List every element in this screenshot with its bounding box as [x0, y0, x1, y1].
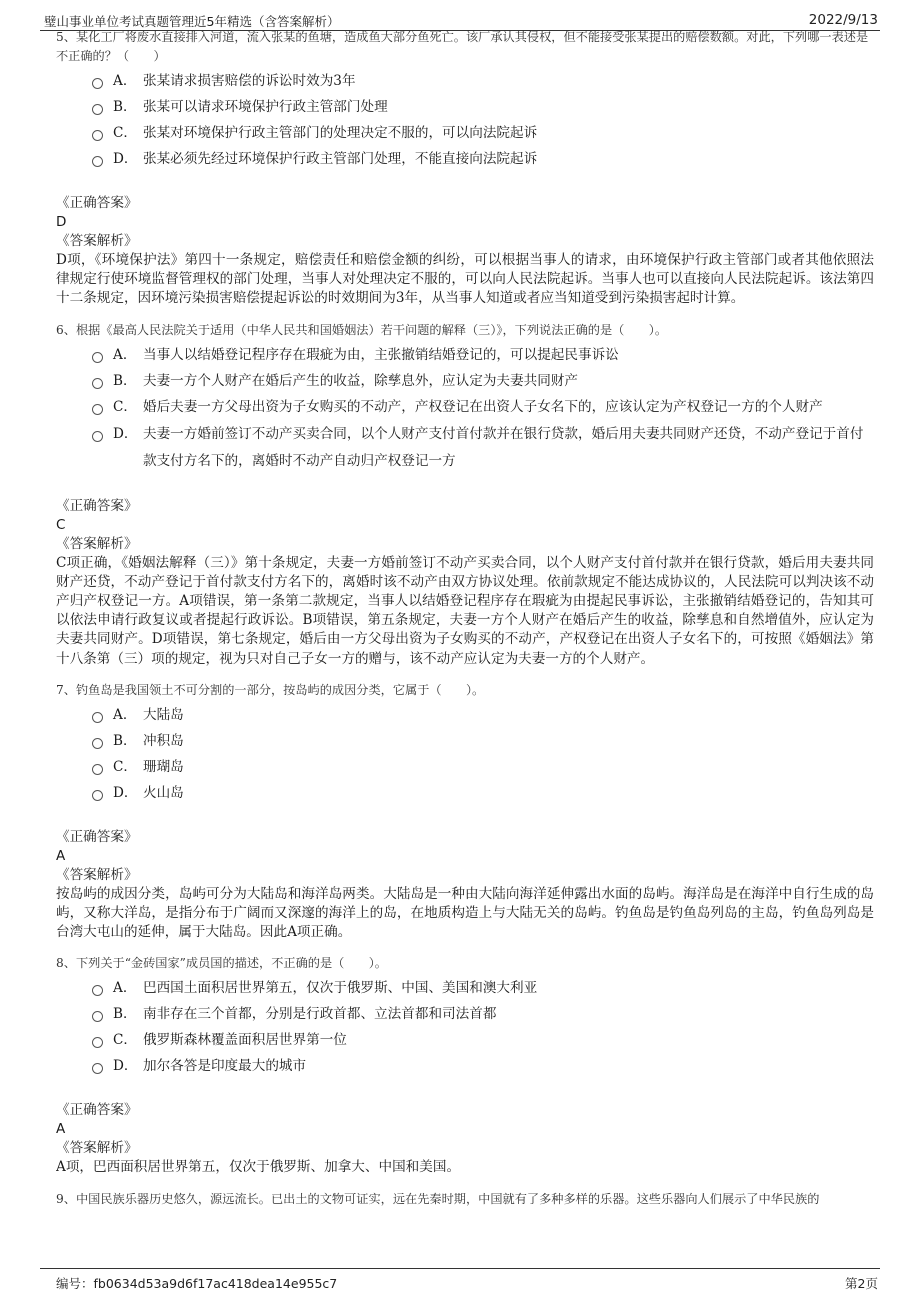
- option-b[interactable]: B． 张某可以请求环境保护行政主管部门处理: [92, 94, 874, 120]
- radio-button[interactable]: [92, 985, 103, 996]
- option-c[interactable]: C． 张某对环境保护行政主管部门的处理决定不服的，可以向法院起诉: [92, 120, 874, 146]
- radio-button[interactable]: [92, 712, 103, 723]
- answer-value: C: [56, 516, 66, 533]
- answer-block: [56, 497, 874, 669]
- answer-label: 《正确答案》: [56, 195, 138, 211]
- option-c[interactable]: C． 婚后夫妻一方父母出资为子女购买的不动产，产权登记在出资人子女名下的，应该认定为产权登记一方的个人财产: [92, 394, 874, 421]
- analysis-label: 《答案解析》: [56, 866, 138, 883]
- analysis-text: D项，《环境保护法》第四十一条规定，赔偿责任和赔偿金额的纠纷，可以根据当事人的请求，由环境保护行政主管部门或者其他依照法律规定行使环境监督管理权的部门处理，当事人对处理决定不服的，可以向人民法院起诉。当事人也可以直接向人民法院起诉。该法第四十二条规定，因环境污染损害赔偿提起诉讼的时效期间为3年，从当事人知道或者应当知道受到污染损害起时计算。: [56, 252, 874, 307]
- radio-button[interactable]: [92, 764, 103, 775]
- answer-block: [56, 828, 874, 943]
- radio-button[interactable]: [92, 352, 103, 363]
- analysis-label: 《答案解析》: [56, 535, 138, 552]
- radio-button[interactable]: [92, 378, 103, 389]
- question-7: [56, 681, 874, 943]
- option-list: [92, 975, 874, 1079]
- page-number: 第2页: [845, 1276, 878, 1291]
- radio-button[interactable]: [92, 1011, 103, 1022]
- option-d[interactable]: D． 夫妻一方婚前签订不动产买卖合同，以个人财产支付首付款并在银行贷款，婚后用夫妻共同财产还贷，不动产登记于首付款支付方名下的，离婚时不动产自动归产权登记一方: [92, 421, 874, 475]
- question-6: [56, 321, 874, 669]
- question-stem: 5、某化工厂将废水直接排入河道，流入张某的鱼塘，造成鱼大部分鱼死亡。该厂承认其侵权，但不能接受张某提出的赔偿数额。对此，下列哪一表述是不正确的？（ ）: [56, 30, 869, 63]
- document-body: [56, 30, 874, 1266]
- option-a[interactable]: A． 当事人以结婚登记程序存在瑕疵为由，主张撤销结婚登记的，可以提起民事诉讼: [92, 342, 874, 368]
- answer-block: [56, 194, 874, 309]
- analysis-text: A项，巴西面积居世界第五，仅次于俄罗斯、加拿大、中国和美国。: [56, 1159, 461, 1176]
- radio-button[interactable]: [92, 1063, 103, 1074]
- option-c[interactable]: C． 珊瑚岛: [92, 754, 874, 780]
- question-stem: 6、根据《最高人民法院关于适用（中华人民共和国婚姻法）若干问题的解释（三）》，下列说法正确的是（ ）。: [56, 322, 668, 337]
- analysis-label: 《答案解析》: [56, 233, 138, 249]
- question-8: [56, 954, 874, 1177]
- option-list: [92, 702, 874, 806]
- option-b[interactable]: B． 南非存在三个首都，分别是行政首都、立法首都和司法首都: [92, 1001, 874, 1027]
- option-a[interactable]: A． 张某请求损害赔偿的诉讼时效为3年: [92, 68, 874, 94]
- option-b[interactable]: B． 冲积岛: [92, 728, 874, 754]
- question-9: [56, 1190, 874, 1209]
- answer-label: 《正确答案》: [56, 497, 138, 514]
- analysis-text: 按岛屿的成因分类，岛屿可分为大陆岛和海洋岛两类。大陆岛是一种由大陆向海洋延伸露出水面的岛屿。海洋岛是在海洋中自行生成的岛屿，又称大洋岛，是指分布于广阔而又深邃的海洋上的岛，在地质构造上与大陆无关的岛屿。钓鱼岛是钓鱼岛列岛的主岛，钓鱼岛列岛是台湾大屯山的延伸，属于大陆岛。因此A项正确。: [56, 885, 874, 941]
- question-stem: 7、钓鱼岛是我国领土不可分割的一部分，按岛屿的成因分类，它属于（ ）。: [56, 682, 485, 697]
- radio-button[interactable]: [92, 738, 103, 749]
- option-b[interactable]: B． 夫妻一方个人财产在婚后产生的收益，除孳息外，应认定为夫妻共同财产: [92, 368, 874, 394]
- option-d[interactable]: D． 火山岛: [92, 780, 874, 806]
- radio-button[interactable]: [92, 404, 103, 415]
- answer-value: D: [56, 214, 67, 230]
- answer-value: A: [56, 1121, 66, 1138]
- radio-button[interactable]: [92, 156, 103, 167]
- document-code: 编号：fb0634d53a9d6f17ac418dea14e955c7: [56, 1276, 338, 1291]
- radio-button[interactable]: [92, 790, 103, 801]
- document-date: 2022/9/13: [808, 12, 878, 28]
- question-stem: 8、下列关于“金砖国家”成员国的描述，不正确的是（ ）。: [56, 956, 387, 971]
- radio-button[interactable]: [92, 104, 103, 115]
- radio-button[interactable]: [92, 130, 103, 141]
- analysis-text: C项正确，《婚姻法解释（三）》第十条规定，夫妻一方婚前签订不动产买卖合同，以个人财产支付首付款并在银行贷款，婚后用夫妻共同财产还贷，不动产登记于首付款支付方名下的，离婚时该不动产由双方协议处理。依前款规定不能达成协议的，人民法院可以判决该不动产归产权登记一方。A项错误，第一条第二款规定，当事人以结婚登记程序存在瑕疵为由提起民事诉讼，主张撤销结婚登记的，告知其可以依法申请行政复议或者提起行政诉讼。B项错误，第五条规定，夫妻一方个人财产在婚后产生的收益，除孳息和自然增值外，应认定为夫妻共同财产。D项错误，第七条规定，婚后由一方父母出资为子女购买的不动产，产权登记在出资人子女名下的，可按照《婚姻法》第十八条第（三）项的规定，视为只对自己子女一方的赠与，该不动产应认定为夫妻一方的个人财产。: [56, 554, 874, 667]
- question-stem: 9、中国民族乐器历史悠久，源远流长。已出土的文物可证实，远在先秦时期，中国就有了多种多样的乐器。这些乐器向人们展示了中华民族的: [56, 1191, 820, 1206]
- option-list: [92, 68, 874, 172]
- question-5: [56, 30, 874, 309]
- document-title: 璧山事业单位考试真题管理近5年精选（含答案解析）: [44, 14, 340, 29]
- radio-button[interactable]: [92, 78, 103, 89]
- option-c[interactable]: C． 俄罗斯森林覆盖面积居世界第一位: [92, 1027, 874, 1053]
- answer-block: [56, 1101, 874, 1177]
- option-a[interactable]: A． 巴西国土面积居世界第五，仅次于俄罗斯、中国、美国和澳大利亚: [92, 975, 874, 1001]
- option-d[interactable]: D． 加尔各答是印度最大的城市: [92, 1053, 874, 1079]
- answer-label: 《正确答案》: [56, 828, 138, 845]
- radio-button[interactable]: [92, 1037, 103, 1048]
- radio-button[interactable]: [92, 431, 103, 442]
- analysis-label: 《答案解析》: [56, 1140, 138, 1157]
- page-footer: [40, 1268, 880, 1293]
- option-list: [92, 342, 874, 475]
- option-a[interactable]: A． 大陆岛: [92, 702, 874, 728]
- page-header: [40, 8, 880, 31]
- answer-label: 《正确答案》: [56, 1102, 138, 1119]
- answer-value: A: [56, 847, 66, 864]
- option-d[interactable]: D． 张某必须先经过环境保护行政主管部门处理，不能直接向法院起诉: [92, 146, 874, 172]
